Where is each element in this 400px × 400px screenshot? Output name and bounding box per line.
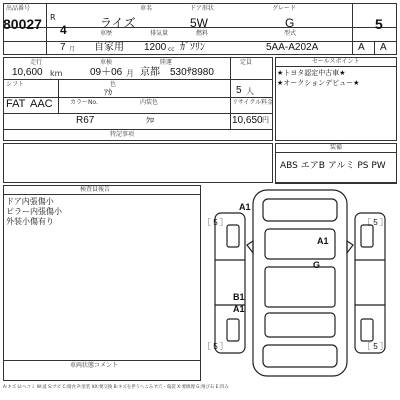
- doors-label: ドア形状: [190, 5, 214, 12]
- shaken-unit: 月: [126, 69, 134, 78]
- damage-mark-5: A1: [233, 304, 245, 314]
- exterior-score: A: [380, 42, 387, 53]
- chassis-section: [275, 143, 397, 183]
- recycle-label: リサイクル料金: [232, 99, 274, 106]
- inspector-note-1: ドア内張傷小: [6, 197, 54, 206]
- damage-mark-2: A1: [317, 236, 329, 246]
- region-label: 陸運: [160, 59, 173, 66]
- car-name: ライズ: [100, 16, 136, 30]
- interior-color-label: 内装色: [140, 99, 159, 106]
- lot-number: 80027: [3, 16, 42, 32]
- equipment-alloy: アルミ: [327, 161, 355, 171]
- year-prefix: 4: [60, 23, 67, 37]
- displacement: 1200: [144, 42, 167, 53]
- r-label: R: [50, 13, 56, 22]
- score: 5: [375, 16, 383, 32]
- doors: 5W: [190, 16, 208, 30]
- bottom-label: 車両状態コメント: [70, 362, 119, 369]
- fuel-label: 燃料: [196, 30, 209, 37]
- equipment-label: 装備: [330, 144, 343, 151]
- inspector-note-2: ピラー内張傷小: [6, 207, 62, 216]
- displacement-label: 排気量: [150, 30, 169, 37]
- color-label: 色: [110, 81, 117, 88]
- plate: 530ｻ8980: [170, 67, 214, 78]
- usage: 自家用: [94, 42, 124, 53]
- fuel: ｶﾞｿﾘﾝ: [180, 42, 205, 53]
- shaken-label: 車検: [100, 59, 113, 66]
- tire-front-left: ［ 5 ］: [203, 218, 228, 227]
- color-code-label: カラーNo.: [70, 99, 98, 106]
- transmission-label: シフト: [6, 81, 25, 88]
- recycle-unit: 円: [262, 116, 269, 124]
- model: 5AA-A202A: [266, 42, 319, 53]
- grade-label: グレード: [272, 5, 297, 12]
- interior-color: ｸﾛ: [146, 116, 154, 125]
- mileage: 10,600: [12, 67, 43, 78]
- lot-label: 出品番号: [6, 5, 31, 12]
- inspector-label: 検査員報告: [80, 186, 111, 193]
- capacity: 5: [236, 85, 242, 96]
- region: 京都: [140, 67, 160, 78]
- notes-box: [3, 143, 273, 183]
- equipment-airbag: エアB: [300, 161, 325, 171]
- color: ｱｶ: [104, 88, 112, 97]
- grade: G: [285, 16, 295, 30]
- tire-front-right: ［ 5 ］: [363, 218, 388, 227]
- equipment-abs: ABS: [280, 161, 298, 171]
- shaken: 09＋06: [90, 67, 123, 78]
- transmission: FAT: [6, 98, 26, 110]
- equipment-pw: PW: [371, 161, 386, 171]
- sales-point-item-1: ★トヨタ認定中古車★: [277, 69, 346, 77]
- sales-point-label: セールスポイント: [312, 58, 360, 65]
- damage-mark-1: A1: [239, 202, 251, 212]
- damage-mark-4: B1: [233, 292, 245, 302]
- model-label: 型式: [284, 30, 297, 37]
- car-outline: [203, 185, 397, 381]
- damage-mark-3: G: [313, 260, 321, 270]
- ac: AAC: [30, 98, 53, 110]
- inspector-note-3: 外装小傷有り: [6, 217, 54, 226]
- recycle-fee: 10,650: [232, 115, 263, 126]
- tire-rear-right: ［ 5 ］: [363, 342, 388, 351]
- tire-rear-left: ［ 5 ］: [203, 342, 228, 351]
- sales-point-item-2: ★オークションデビュー★: [277, 79, 360, 87]
- legend: A:キズ U:ヘコミ W:波 S:サビ C:腐食 P:塗装 XX:要交換 B:キズを伴うへこみ Y:穴・亀裂 X:要修理 G:飛び石 E:凹み: [3, 385, 229, 390]
- mileage-unit: km: [50, 69, 63, 78]
- make-label: 車名: [140, 5, 153, 12]
- seats-label: 定員: [240, 59, 253, 66]
- equipment-ps: PS: [357, 161, 369, 171]
- interior-score: A: [358, 42, 365, 53]
- vehicle-diagram: [203, 185, 397, 381]
- notes-label: 特記事項: [110, 131, 135, 138]
- capacity-unit: 人: [246, 87, 254, 96]
- month: 7: [60, 42, 66, 53]
- color-code: R67: [76, 115, 95, 126]
- mileage-label: 走行: [30, 59, 43, 66]
- usage-label: 車歴: [100, 30, 113, 37]
- month-unit: 月: [69, 46, 76, 53]
- displacement-unit: cc: [168, 46, 175, 53]
